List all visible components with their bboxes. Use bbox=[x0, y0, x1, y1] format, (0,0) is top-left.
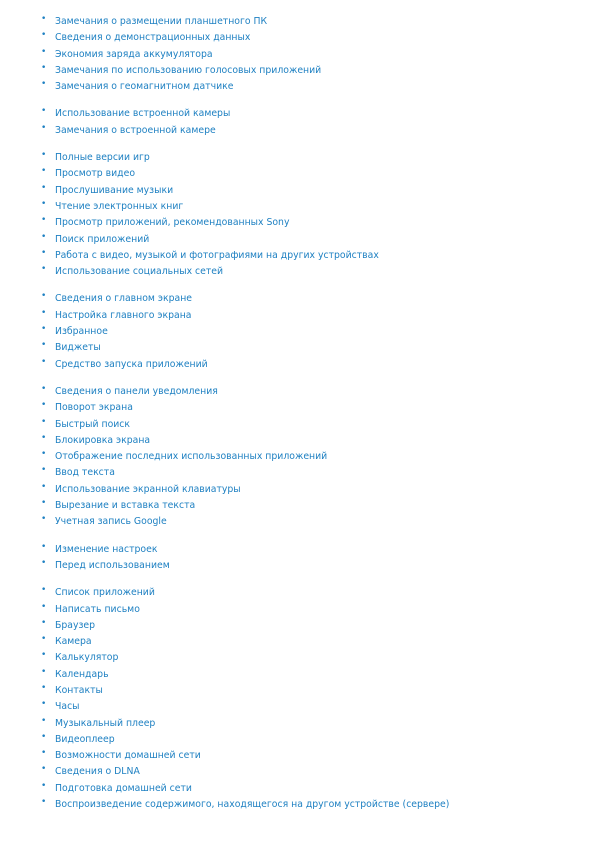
bullet-icon: • bbox=[41, 14, 47, 24]
bullet-icon: • bbox=[41, 291, 47, 302]
bullet-icon: • bbox=[41, 557, 47, 568]
list-item bbox=[0, 794, 595, 810]
topic-link[interactable]: Календарь bbox=[55, 668, 109, 680]
bullet-icon: • bbox=[41, 731, 47, 742]
topic-link[interactable]: Использование экранной клавиатуры bbox=[55, 483, 241, 495]
link-group bbox=[0, 381, 595, 528]
bullet-icon: • bbox=[41, 307, 47, 318]
bullet-icon: • bbox=[41, 383, 47, 394]
topic-link[interactable]: Блокировка экрана bbox=[55, 434, 151, 446]
bullet-icon: • bbox=[41, 182, 47, 193]
topic-link[interactable]: Полные версии игр bbox=[55, 152, 150, 164]
list-item bbox=[0, 288, 595, 304]
topic-link[interactable]: Ввод текста bbox=[55, 467, 115, 479]
bullet-icon: • bbox=[41, 400, 47, 411]
topic-link[interactable]: Учетная запись Google bbox=[55, 516, 167, 528]
topic-link[interactable]: Избранное bbox=[55, 326, 108, 338]
bullet-icon: • bbox=[41, 122, 47, 133]
bullet-icon: • bbox=[41, 666, 47, 677]
bullet-icon: • bbox=[41, 356, 47, 367]
list-item bbox=[0, 212, 595, 228]
topic-link[interactable]: Сведения о панели уведомления bbox=[55, 385, 218, 397]
bullet-icon: • bbox=[41, 634, 47, 645]
topic-link[interactable]: Видеоплеер bbox=[55, 733, 115, 745]
list-item bbox=[0, 761, 595, 777]
list-item bbox=[0, 229, 595, 245]
list-item bbox=[0, 555, 595, 571]
topic-link[interactable]: Экономия заряда аккумулятора bbox=[55, 48, 213, 60]
list-item bbox=[0, 680, 595, 696]
bullet-icon: • bbox=[41, 150, 47, 161]
topic-link[interactable]: Отображение последних использованных приложений bbox=[55, 451, 328, 463]
list-item bbox=[0, 664, 595, 680]
topic-link[interactable]: Вырезание и вставка текста bbox=[55, 500, 196, 512]
list-item bbox=[0, 44, 595, 60]
topic-link[interactable]: Написать письмо bbox=[55, 603, 140, 615]
link-group bbox=[0, 539, 595, 572]
topic-link[interactable]: Контакты bbox=[55, 684, 103, 696]
list-item bbox=[0, 582, 595, 598]
topic-link[interactable]: Перед использованием bbox=[55, 559, 170, 571]
list-item bbox=[0, 446, 595, 462]
topic-link[interactable]: Прослушивание музыки bbox=[55, 184, 174, 196]
bullet-icon: • bbox=[41, 541, 47, 552]
topic-link[interactable]: Замечания о встроенной камере bbox=[55, 124, 216, 136]
topic-link[interactable]: Работа с видео, музыкой и фотографиями на других устройствах bbox=[55, 249, 379, 261]
bullet-icon: • bbox=[41, 764, 47, 775]
bullet-icon: • bbox=[41, 79, 47, 90]
topic-link[interactable]: Изменение настроек bbox=[55, 543, 158, 555]
list-item bbox=[0, 261, 595, 277]
bullet-icon: • bbox=[41, 106, 47, 117]
topic-link[interactable]: Поиск приложений bbox=[55, 233, 150, 245]
list-item bbox=[0, 354, 595, 370]
bullet-icon: • bbox=[41, 166, 47, 177]
list-item bbox=[0, 245, 595, 261]
list-item bbox=[0, 337, 595, 353]
bullet-icon: • bbox=[41, 416, 47, 427]
bullet-icon: • bbox=[41, 46, 47, 57]
bullet-icon: • bbox=[41, 215, 47, 226]
topic-link[interactable]: Поворот экрана bbox=[55, 402, 133, 414]
topic-link[interactable]: Замечания по использованию голосовых приложений bbox=[55, 64, 322, 76]
topic-link[interactable]: Замечания о размещении планшетного ПК bbox=[55, 16, 268, 27]
bullet-icon: • bbox=[41, 231, 47, 242]
topic-link[interactable]: Воспроизведение содержимого, находящегося на другом устройстве (сервере) bbox=[55, 799, 450, 811]
bullet-icon: • bbox=[41, 340, 47, 351]
list-item bbox=[0, 147, 595, 163]
topic-link[interactable]: Камера bbox=[55, 636, 92, 648]
list-item bbox=[0, 511, 595, 527]
link-group bbox=[0, 103, 595, 136]
list-item bbox=[0, 120, 595, 136]
topic-link[interactable]: Возможности домашней сети bbox=[55, 750, 201, 762]
list-item bbox=[0, 27, 595, 43]
topic-link[interactable]: Чтение электронных книг bbox=[55, 200, 184, 212]
link-list-page bbox=[0, 11, 595, 821]
list-item bbox=[0, 599, 595, 615]
list-item bbox=[0, 647, 595, 663]
list-item bbox=[0, 778, 595, 794]
list-item bbox=[0, 180, 595, 196]
list-item bbox=[0, 163, 595, 179]
list-item bbox=[0, 696, 595, 712]
list-item bbox=[0, 479, 595, 495]
list-item bbox=[0, 381, 595, 397]
list-item bbox=[0, 729, 595, 745]
link-group bbox=[0, 11, 595, 92]
bullet-icon: • bbox=[41, 465, 47, 476]
bullet-icon: • bbox=[41, 481, 47, 492]
bullet-icon: • bbox=[41, 30, 47, 41]
topic-link[interactable]: Настройка главного экрана bbox=[55, 309, 192, 321]
list-item bbox=[0, 539, 595, 555]
bullet-icon: • bbox=[41, 682, 47, 693]
topic-link[interactable]: Быстрый поиск bbox=[55, 418, 131, 430]
list-item bbox=[0, 430, 595, 446]
topic-link[interactable]: Браузер bbox=[55, 619, 96, 631]
bullet-icon: • bbox=[41, 264, 47, 275]
topic-link[interactable]: Замечания о геомагнитном датчике bbox=[55, 81, 234, 93]
bullet-icon: • bbox=[41, 585, 47, 596]
list-item bbox=[0, 495, 595, 511]
list-item bbox=[0, 60, 595, 76]
list-item bbox=[0, 321, 595, 337]
link-group bbox=[0, 288, 595, 369]
bullet-icon: • bbox=[41, 62, 47, 73]
bullet-icon: • bbox=[41, 601, 47, 612]
bullet-icon: • bbox=[41, 514, 47, 525]
list-item bbox=[0, 462, 595, 478]
topic-link[interactable]: Сведения о главном экране bbox=[55, 293, 193, 305]
list-item bbox=[0, 103, 595, 119]
list-item bbox=[0, 196, 595, 212]
topic-link[interactable]: Музыкальный плеер bbox=[55, 717, 156, 729]
bullet-icon: • bbox=[41, 650, 47, 661]
topic-link[interactable]: Виджеты bbox=[55, 342, 101, 354]
list-item bbox=[0, 397, 595, 413]
topic-link[interactable]: Сведения о DLNA bbox=[55, 766, 140, 778]
link-group bbox=[0, 582, 595, 810]
topic-link[interactable]: Подготовка домашней сети bbox=[55, 782, 192, 794]
list-item bbox=[0, 615, 595, 631]
list-item bbox=[0, 713, 595, 729]
bullet-icon: • bbox=[41, 699, 47, 710]
link-group bbox=[0, 147, 595, 277]
topic-link[interactable]: Список приложений bbox=[55, 587, 155, 599]
topic-link[interactable]: Сведения о демонстрационных данных bbox=[55, 32, 251, 44]
list-item bbox=[0, 76, 595, 92]
bullet-icon: • bbox=[41, 780, 47, 791]
bullet-icon: • bbox=[41, 748, 47, 759]
bullet-icon: • bbox=[41, 797, 47, 808]
bullet-icon: • bbox=[41, 715, 47, 726]
topic-link[interactable]: Использование социальных сетей bbox=[55, 266, 224, 278]
list-item bbox=[0, 11, 595, 27]
topic-link[interactable]: Калькулятор bbox=[55, 652, 119, 664]
topic-link[interactable]: Использование встроенной камеры bbox=[55, 108, 231, 120]
topic-link[interactable]: Средство запуска приложений bbox=[55, 358, 208, 370]
list-item bbox=[0, 414, 595, 430]
bullet-icon: • bbox=[41, 198, 47, 209]
list-item bbox=[0, 631, 595, 647]
topic-link[interactable]: Просмотр видео bbox=[55, 168, 136, 180]
bullet-icon: • bbox=[41, 449, 47, 460]
bullet-icon: • bbox=[41, 247, 47, 258]
bullet-icon: • bbox=[41, 324, 47, 335]
topic-link[interactable]: Часы bbox=[55, 701, 80, 713]
bullet-icon: • bbox=[41, 617, 47, 628]
topic-link[interactable]: Просмотр приложений, рекомендованных Sony bbox=[55, 217, 290, 229]
list-item bbox=[0, 745, 595, 761]
bullet-icon: • bbox=[41, 432, 47, 443]
list-item bbox=[0, 305, 595, 321]
bullet-icon: • bbox=[41, 498, 47, 509]
